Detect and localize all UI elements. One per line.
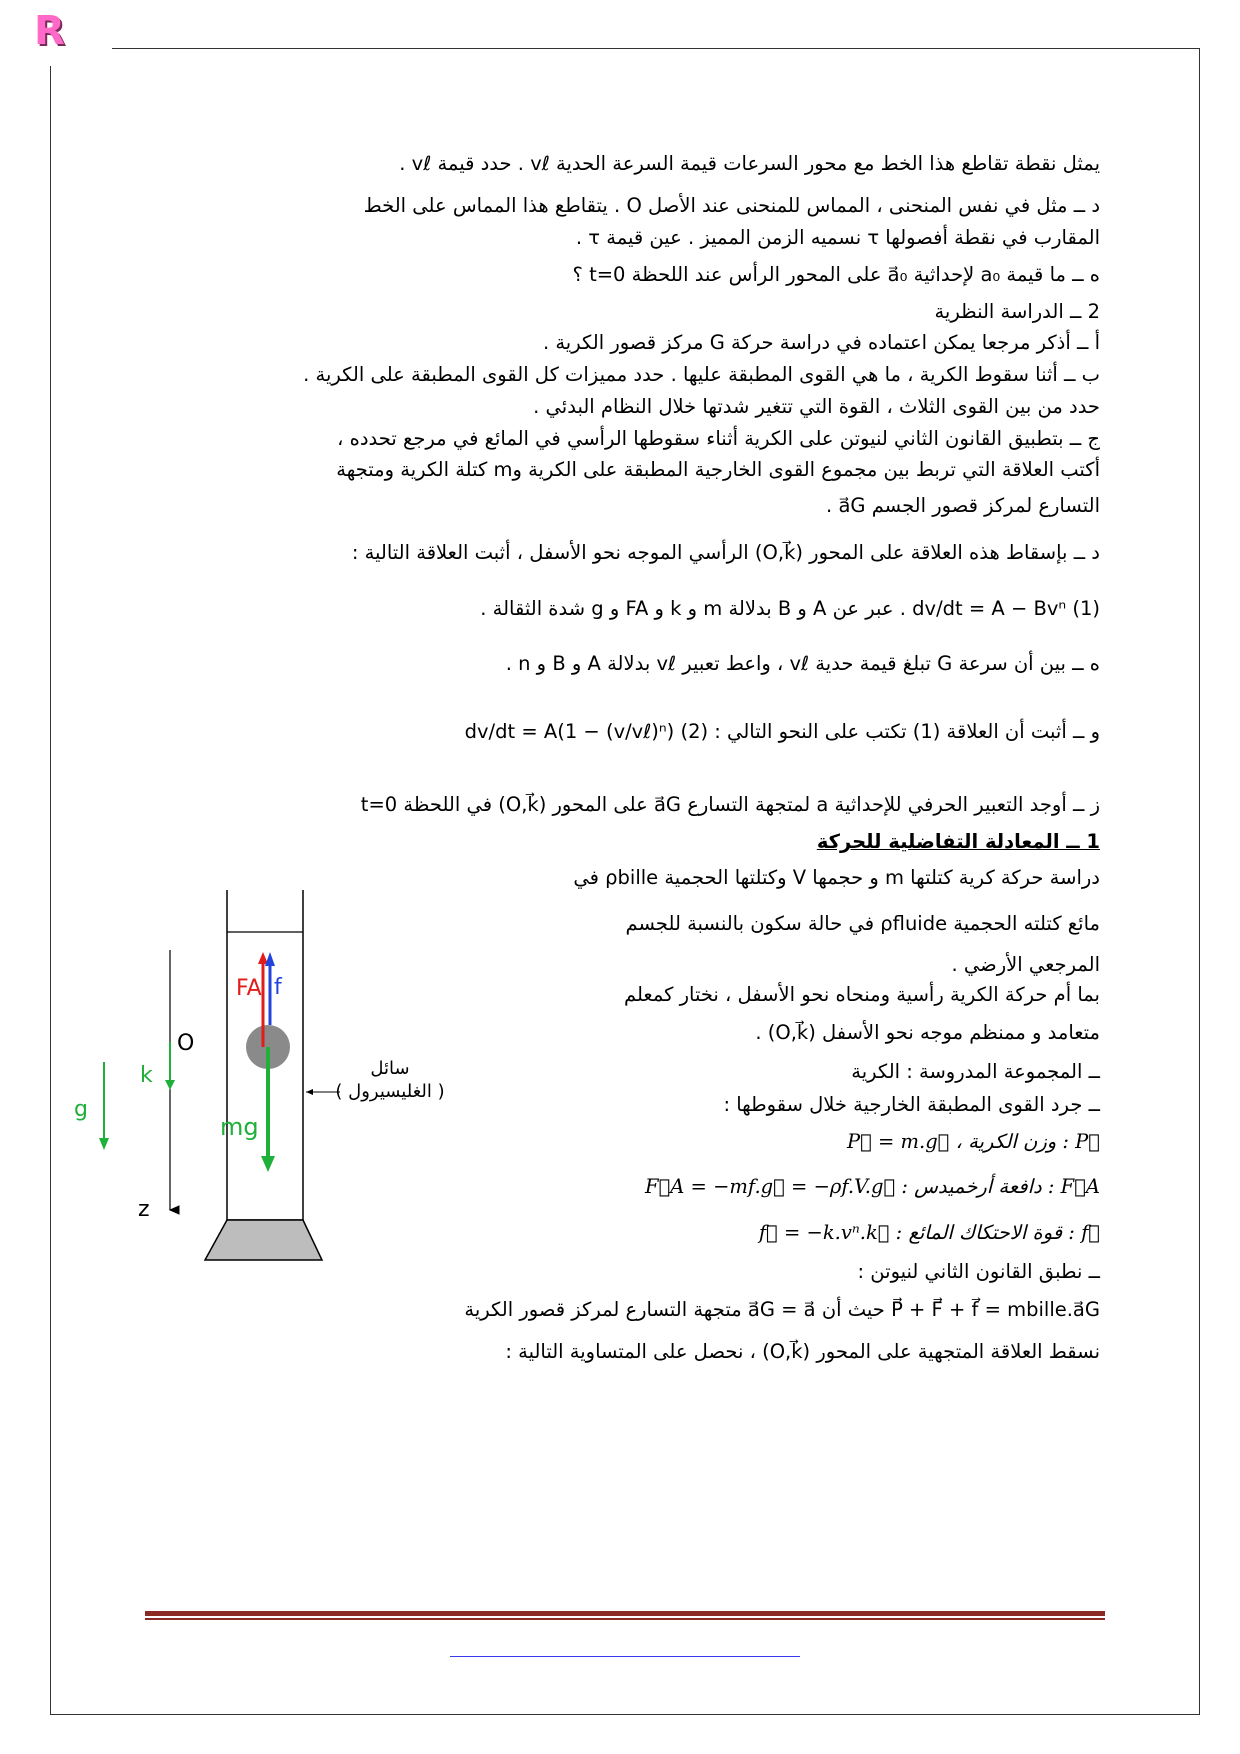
equation-line: dv/dt = A − Bvⁿ (1) . عبر عن A و B بدلالة m و k و FA و g شدة الثقالة . — [480, 597, 1100, 620]
text-line: يمثل نقطة تقاطع هذا الخط مع محور السرعات قيمة السرعة الحدية vℓ . حدد قيمة vℓ . — [399, 152, 1100, 175]
fa-label: FA — [236, 976, 262, 1001]
fluid-name-label: ( الغليسيرول ) — [335, 1081, 445, 1102]
text-line: المرجعي الأرضي . — [951, 953, 1100, 976]
text-line: بما أم حركة الكرية رأسية ومنحاه نحو الأسفل ، نختار كمعلم — [624, 983, 1100, 1006]
footer-rule — [145, 1611, 1105, 1616]
text-line: ه ــ بين أن سرعة G تبلغ قيمة حدية vℓ ، واعط تعبير vℓ بدلالة A و B و n . — [505, 652, 1100, 675]
equation-line: f⃗ : قوة الاحتكاك المائع : f⃗ = −k.vⁿ.k⃗ — [758, 1221, 1100, 1244]
tube-base — [205, 1220, 322, 1260]
equation-line: F⃗A : دافعة أرخميدس : F⃗A = −mf.g⃗ = −ρf.V.g⃗ — [645, 1175, 1100, 1198]
text-line: ــ المجموعة المدروسة : الكرية — [851, 1060, 1100, 1083]
fluid-label: سائل — [370, 1058, 410, 1079]
text-line: أ ــ أذكر مرجعا يمكن اعتماده في دراسة حركة G مركز قصور الكرية . — [542, 331, 1100, 354]
text-line: 2 ــ الدراسة النظرية — [934, 300, 1100, 323]
text-line: ب ــ أثنا سقوط الكرية ، ما هي القوى المطبقة عليها . حدد مميزات كل القوى المطبقة على الكرية . — [303, 363, 1100, 386]
f-label: f — [274, 975, 282, 1000]
page-frame-bottom — [50, 1714, 1200, 1715]
text-line: ز ــ أوجد التعبير الحرفي للإحداثية a لمتجهة التسارع a⃗G على المحور (O,k⃗) في اللحظة t=0 — [360, 793, 1100, 816]
text-line: متعامد و ممنظم موجه نحو الأسفل (O,k⃗) . — [755, 1021, 1100, 1044]
footer-rule-thin — [145, 1618, 1105, 1620]
g-label: g — [74, 1097, 88, 1122]
equation-line: و ــ أثبت أن العلاقة (1) تكتب على النحو التالي : dv/dt = A(1 − (v/vℓ)ⁿ) (2) — [464, 720, 1100, 743]
text-line: حدد من بين القوى الثلاث ، القوة التي تتغير شدتها خلال النظام البدئي . — [533, 395, 1100, 418]
text-line: التسارع لمركز قصور الجسم a⃗G . — [826, 494, 1100, 517]
text-line: نسقط العلاقة المتجهية على المحور (O,k⃗) ، نحصل على المتساوية التالية : — [505, 1340, 1100, 1363]
logo-letter: R — [34, 8, 65, 54]
text-line: ــ نطبق القانون الثاني لنيوتن : — [857, 1260, 1100, 1283]
text-line: ج ــ بتطبيق القانون الثاني لنيوتن على الكرية أثناء سقوطها الرأسي في المائع في مرجع تحدده ، — [337, 427, 1100, 450]
page-frame-left — [50, 66, 51, 1714]
equation-line: P⃗ : وزن الكرية ، P⃗ = m.g⃗ — [846, 1130, 1100, 1153]
falling-ball-figure — [60, 890, 480, 1270]
equation-line: P⃗ + F⃗ + f⃗ = mbille.a⃗G حيث أن a⃗G = a⃗ متجهة التسارع لمركز قصور الكرية — [464, 1298, 1100, 1321]
text-line: المقارب في نقطة أفصولها τ نسميه الزمن المميز . عين قيمة τ . — [575, 226, 1100, 249]
text-line: دراسة حركة كرية كتلتها m و حجمها V وكتلتها الحجمية ρbille في — [573, 866, 1100, 889]
page-frame-right — [1199, 48, 1200, 1714]
footer-link-line[interactable] — [450, 1656, 800, 1657]
text-line: مائع كتلته الحجمية ρfluide في حالة سكون بالنسبة للجسم — [625, 912, 1100, 935]
text-line: د ــ مثل في نفس المنحنى ، المماس للمنحنى عند الأصل O . يتقاطع هذا المماس على الخط — [363, 194, 1100, 217]
origin-label: O — [177, 1031, 195, 1056]
page-frame-top — [112, 48, 1200, 49]
text-line: ه ــ ما قيمة a₀ لإحداثية a⃗₀ على المحور الرأس عند اللحظة t=0 ؟ — [572, 263, 1100, 286]
text-line: أكتب العلاقة التي تربط بين مجموع القوى الخارجية المطبقة على الكرية وm كتلة الكرية ومتجهة — [336, 458, 1100, 481]
z-axis-label: z — [138, 1197, 150, 1222]
text-line: د ــ بإسقاط هذه العلاقة على المحور (O,k⃗) الرأسي الموجه نحو الأسفل ، أثبت العلاقة التالية : — [351, 541, 1100, 564]
section-heading: 1 ــ المعادلة التفاضلية للحركة — [816, 830, 1100, 853]
text-line: ــ جرد القوى المطبقة الخارجية خلال سقوطها : — [723, 1093, 1100, 1116]
mg-label: mg — [220, 1113, 259, 1141]
k-label: k — [140, 1063, 153, 1088]
